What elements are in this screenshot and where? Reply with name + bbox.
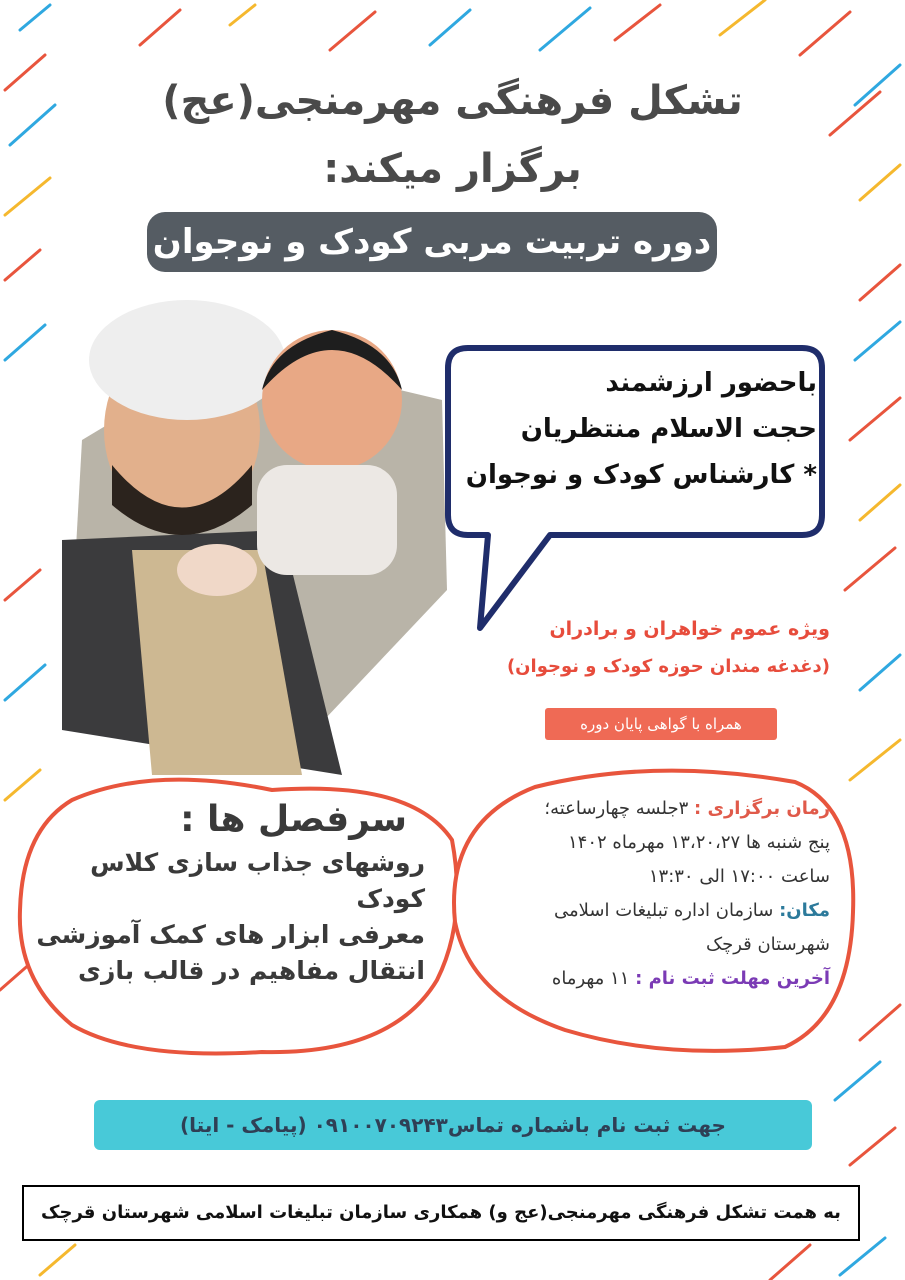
speaker-intro: باحضور ارزشمند <box>605 368 817 398</box>
topic-item: انتقال مفاهیم در قالب بازی <box>78 956 425 985</box>
deadline-value: ۱۱ مهرماه <box>551 968 630 989</box>
footer-credits: به همت تشکل فرهنگی مهرمنجی(عج و) همکاری سازمان تبلیغات اسلامی شهرستان قرچک <box>22 1185 860 1241</box>
place-city: شهرستان قرچک <box>705 934 830 955</box>
course-title-banner: دوره تربیت مربی کودک و نوجوان <box>147 212 717 272</box>
event-hours: ساعت ۱۷:۰۰ الی ۱۳:۳۰ <box>648 866 830 887</box>
registration-contact[interactable]: جهت ثبت نام باشماره تماس۰۹۱۰۰۷۰۹۲۴۳ (پیامک - ایتا) <box>94 1100 812 1150</box>
event-dates: پنج شنبه ها ۱۳،۲۰،۲۷ مهرماه ۱۴۰۲ <box>568 832 830 853</box>
audience-line: ویژه عموم خواهران و برادران <box>549 618 830 640</box>
time-value: ۳جلسه چهارساعته؛ <box>544 798 689 819</box>
certificate-badge: همراه با گواهی پایان دوره <box>545 708 777 740</box>
topics-heading: سرفصل ها : <box>180 799 407 840</box>
event-details <box>470 792 830 996</box>
topic-item: روشهای جذاب سازی کلاس کودک <box>90 848 425 913</box>
place-label: مکان: <box>779 900 830 921</box>
speaker-info <box>452 360 817 498</box>
organizer-title: تشکل فرهنگی مهرمنجی(عج) <box>162 78 743 124</box>
topics-section <box>25 795 445 989</box>
speaker-name: حجت الاسلام منتظریان <box>520 414 817 444</box>
deadline-label: آخرین مهلت ثبت نام : <box>635 968 830 989</box>
place-value: سازمان اداره تبلیغات اسلامی <box>554 900 774 921</box>
topic-item: معرفی ابزار های کمک آموزشی <box>36 920 425 949</box>
speaker-photo <box>42 290 447 775</box>
time-label: زمان برگزاری : <box>693 798 830 819</box>
organizer-subtitle: برگزار میکند: <box>323 146 582 192</box>
speaker-role: * کارشناس کودک و نوجوان <box>465 460 817 490</box>
audience-subline: (دغدغه مندان حوزه کودک و نوجوان) <box>506 656 830 677</box>
